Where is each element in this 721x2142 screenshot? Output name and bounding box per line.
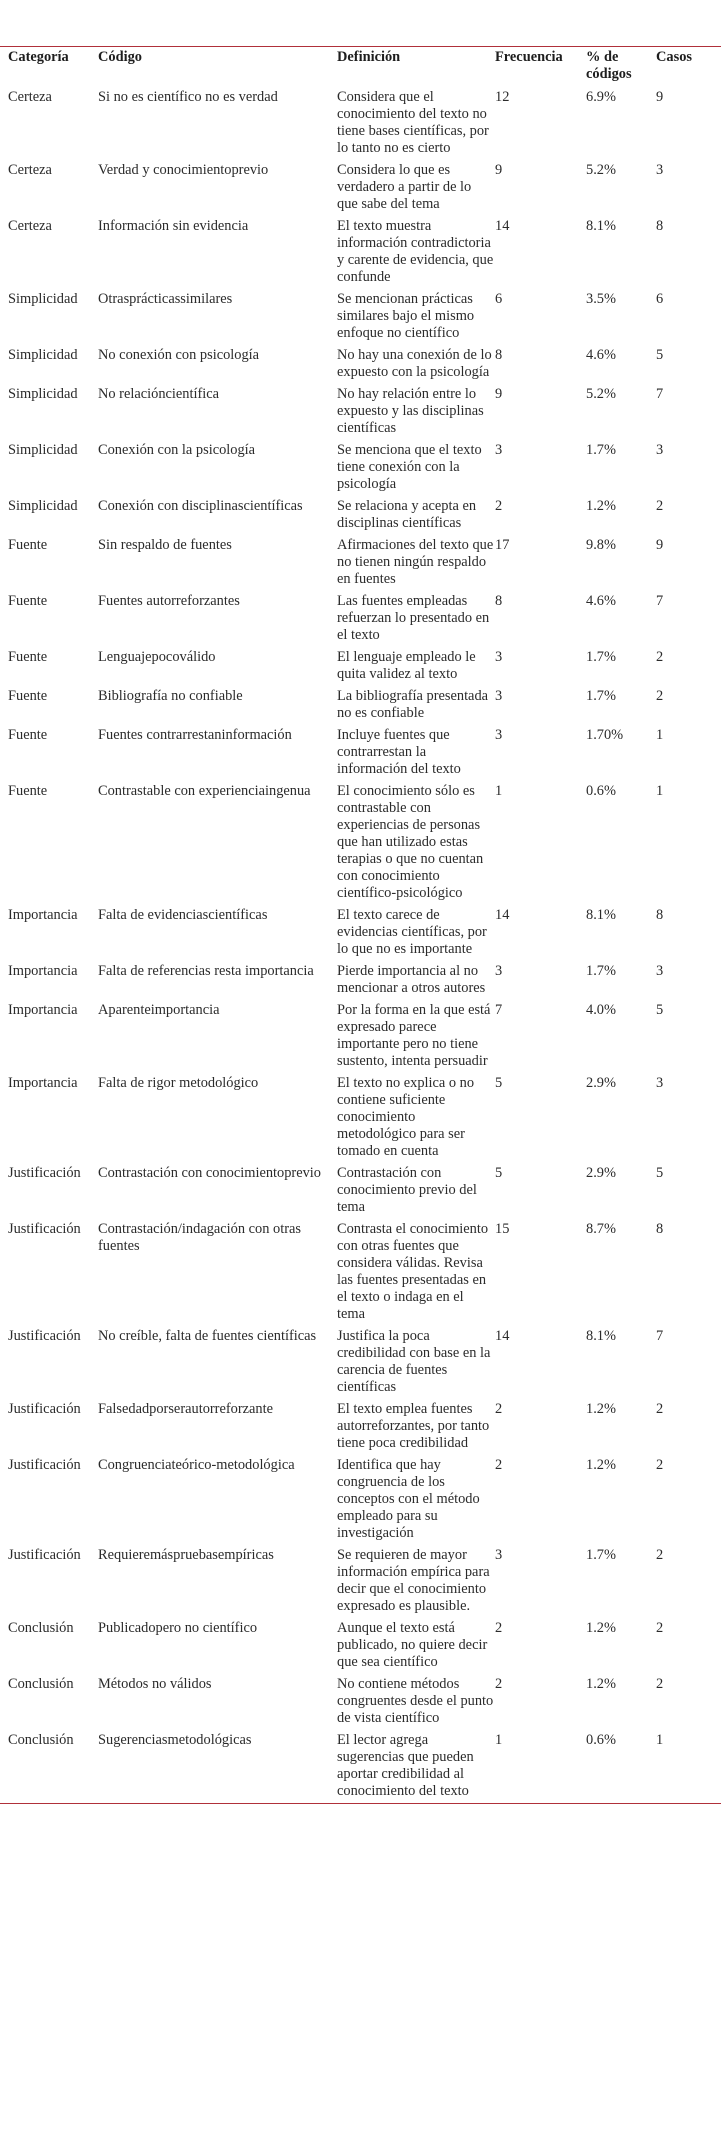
cell-definicion: Considera lo que es verdadero a partir de lo que sabe del tema xyxy=(337,162,472,212)
cell-porcentaje: 1.7% xyxy=(586,1547,616,1563)
cell-codigo: Otrasprácticassimilares xyxy=(98,291,233,307)
cell-frecuencia: 3 xyxy=(495,1547,503,1563)
cell-porcentaje: 3.5% xyxy=(586,291,616,307)
cell-frecuencia: 3 xyxy=(495,649,503,665)
cell-definicion: La bibliografía presentada no es confiable xyxy=(337,688,489,721)
cell-porcentaje: 1.7% xyxy=(586,649,616,665)
cell-definicion: El texto emplea fuentes autorreforzantes, por tanto tiene poca credibilidad xyxy=(337,1401,490,1451)
cell-casos: 2 xyxy=(656,1620,664,1636)
cell-categoria: Certeza xyxy=(8,218,52,234)
cell-casos: 2 xyxy=(656,1457,664,1473)
table-row xyxy=(0,1545,721,1618)
cell-frecuencia: 3 xyxy=(495,688,503,704)
cell-categoria: Fuente xyxy=(8,593,48,609)
cell-casos: 2 xyxy=(656,688,664,704)
table-row xyxy=(0,647,721,686)
cell-categoria: Fuente xyxy=(8,783,48,799)
cell-definicion: Se requieren de mayor información empírica para decir que el conocimiento expresado es plausible. xyxy=(337,1547,490,1614)
cell-frecuencia: 3 xyxy=(495,727,503,743)
cell-codigo: Aparenteimportancia xyxy=(98,1002,220,1018)
cell-frecuencia: 7 xyxy=(495,1002,503,1018)
table-row xyxy=(0,961,721,1000)
cell-frecuencia: 3 xyxy=(495,442,503,458)
cell-codigo: Contrastación/indagación con otras fuentes xyxy=(98,1221,302,1254)
cell-categoria: Justificación xyxy=(8,1221,81,1237)
table-row xyxy=(0,496,721,535)
cell-categoria: Simplicidad xyxy=(8,442,78,458)
cell-codigo: Métodos no válidos xyxy=(98,1676,212,1692)
table-row xyxy=(0,781,721,905)
header-definicion: Definición xyxy=(337,47,495,88)
cell-categoria: Importancia xyxy=(8,1075,78,1091)
cell-casos: 5 xyxy=(656,1002,664,1018)
cell-casos: 8 xyxy=(656,1221,664,1237)
cell-categoria: Justificación xyxy=(8,1457,81,1473)
cell-casos: 2 xyxy=(656,649,664,665)
table-row xyxy=(0,345,721,384)
cell-categoria: Simplicidad xyxy=(8,498,78,514)
cell-frecuencia: 1 xyxy=(495,783,503,799)
cell-frecuencia: 12 xyxy=(495,89,510,105)
cell-frecuencia: 14 xyxy=(495,907,510,923)
cell-frecuencia: 2 xyxy=(495,1676,503,1692)
table-row xyxy=(0,1674,721,1730)
cell-frecuencia: 2 xyxy=(495,1620,503,1636)
cell-casos: 2 xyxy=(656,1401,664,1417)
table-body xyxy=(0,87,721,1804)
cell-categoria: Simplicidad xyxy=(8,347,78,363)
cell-frecuencia: 15 xyxy=(495,1221,510,1237)
cell-codigo: No conexión con psicología xyxy=(98,347,260,363)
cell-definicion: Identifica que hay congruencia de los conceptos con el método empleado para su investigación xyxy=(337,1457,480,1541)
header-porcentaje: % de códigos xyxy=(586,47,656,88)
cell-codigo: Requieremáspruebasempíricas xyxy=(98,1547,274,1563)
cell-categoria: Fuente xyxy=(8,727,48,743)
cell-casos: 1 xyxy=(656,1730,721,1804)
cell-casos: 3 xyxy=(656,162,664,178)
cell-frecuencia: 17 xyxy=(495,537,510,553)
cell-casos: 5 xyxy=(656,347,664,363)
cell-categoria: Certeza xyxy=(8,89,52,105)
cell-frecuencia: 3 xyxy=(495,963,503,979)
cell-casos: 1 xyxy=(656,783,664,799)
cell-porcentaje: 0.6% xyxy=(586,783,616,799)
cell-codigo: Sugerenciasmetodológicas xyxy=(98,1730,337,1804)
cell-definicion: Contrastación con conocimiento previo del tema xyxy=(337,1165,477,1215)
cell-porcentaje: 4.6% xyxy=(586,347,616,363)
table-row xyxy=(0,1618,721,1674)
cell-porcentaje: 1.2% xyxy=(586,1401,616,1417)
cell-definicion: Se menciona que el texto tiene conexión con la psicología xyxy=(337,442,482,492)
cell-porcentaje: 4.6% xyxy=(586,593,616,609)
cell-definicion: No hay relación entre lo expuesto y las disciplinas científicas xyxy=(337,386,484,436)
cell-categoria: Justificación xyxy=(8,1328,81,1344)
cell-casos: 1 xyxy=(656,727,664,743)
cell-categoria: Certeza xyxy=(8,162,52,178)
cell-definicion: Aunque el texto está publicado, no quiere decir que sea científico xyxy=(337,1620,488,1670)
cell-definicion: Considera que el conocimiento del texto no tiene bases científicas, por lo tanto no es cierto xyxy=(337,89,489,156)
cell-porcentaje: 1.2% xyxy=(586,1620,616,1636)
table-row xyxy=(0,87,721,160)
cell-frecuencia: 14 xyxy=(495,218,510,234)
table-row xyxy=(0,1730,721,1804)
cell-codigo: Lenguajepocoválido xyxy=(98,649,216,665)
cell-frecuencia: 14 xyxy=(495,1328,510,1344)
cell-categoria: Fuente xyxy=(8,688,48,704)
table-row xyxy=(0,440,721,496)
header-frecuencia: Frecuencia xyxy=(495,47,586,88)
cell-definicion: Justifica la poca credibilidad con base en la carencia de fuentes científicas xyxy=(337,1328,491,1395)
table-row xyxy=(0,216,721,289)
cell-categoria: Justificación xyxy=(8,1165,81,1181)
cell-codigo: Verdad y conocimientoprevio xyxy=(98,162,269,178)
table-row xyxy=(0,686,721,725)
cell-categoria: Justificación xyxy=(8,1547,81,1563)
cell-casos: 8 xyxy=(656,218,664,234)
cell-definicion: Se mencionan prácticas similares bajo el mismo enfoque no científico xyxy=(337,291,475,341)
cell-codigo: Bibliografía no confiable xyxy=(98,688,243,704)
cell-frecuencia: 8 xyxy=(495,593,503,609)
cell-frecuencia: 8 xyxy=(495,347,503,363)
cell-codigo: Fuentes autorreforzantes xyxy=(98,593,240,609)
cell-casos: 9 xyxy=(656,537,664,553)
cell-categoria: Conclusión xyxy=(8,1676,74,1692)
cell-codigo: No relacióncientífica xyxy=(98,386,220,402)
cell-porcentaje: 8.1% xyxy=(586,218,616,234)
cell-porcentaje: 4.0% xyxy=(586,1002,616,1018)
cell-codigo: Congruenciateórico-metodológica xyxy=(98,1457,295,1473)
table-row xyxy=(0,1455,721,1545)
table-row xyxy=(0,384,721,440)
cell-frecuencia: 6 xyxy=(495,291,503,307)
cell-frecuencia: 1 xyxy=(495,1730,586,1804)
cell-casos: 7 xyxy=(656,1328,664,1344)
table-row xyxy=(0,289,721,345)
cell-codigo: Información sin evidencia xyxy=(98,218,249,234)
table-row xyxy=(0,1163,721,1219)
cell-definicion: No hay una conexión de lo expuesto con la psicología xyxy=(337,347,492,380)
cell-porcentaje: 5.2% xyxy=(586,162,616,178)
cell-categoria: Simplicidad xyxy=(8,386,78,402)
table-header xyxy=(0,0,721,87)
cell-codigo: Conexión con disciplinascientíficas xyxy=(98,498,303,514)
cell-porcentaje: 1.70% xyxy=(586,727,624,743)
cell-definicion: El texto muestra información contradictoria y carente de evidencia, que confunde xyxy=(337,218,494,285)
cell-codigo: Contrastable con experienciaingenua xyxy=(98,783,311,799)
cell-casos: 3 xyxy=(656,1075,664,1091)
cell-frecuencia: 5 xyxy=(495,1165,503,1181)
table-row xyxy=(0,1000,721,1073)
cell-categoria: Justificación xyxy=(8,1401,81,1417)
cell-categoria: Conclusión xyxy=(8,1620,74,1636)
cell-porcentaje: 6.9% xyxy=(586,89,616,105)
cell-definicion: El conocimiento sólo es contrastable con experiencias de personas que han utilizado estas terapias o que no cuentan con conocimiento científico-psicológico xyxy=(337,783,484,901)
header-row xyxy=(0,47,721,88)
cell-casos: 2 xyxy=(656,1547,664,1563)
cell-categoria: Importancia xyxy=(8,907,78,923)
cell-porcentaje: 1.7% xyxy=(586,688,616,704)
cell-codigo: Contrastación con conocimientoprevio xyxy=(98,1165,321,1181)
cell-codigo: Falta de referencias resta importancia xyxy=(98,963,314,979)
table-row xyxy=(0,160,721,216)
cell-categoria: Simplicidad xyxy=(8,291,78,307)
cell-casos: 5 xyxy=(656,1165,664,1181)
cell-codigo: Falta de evidenciascientíficas xyxy=(98,907,268,923)
cell-categoria: Conclusión xyxy=(0,1730,98,1804)
cell-casos: 7 xyxy=(656,593,664,609)
cell-definicion: El texto carece de evidencias científicas, por lo que no es importante xyxy=(337,907,487,957)
cell-casos: 3 xyxy=(656,963,664,979)
cell-codigo: Conexión con la psicología xyxy=(98,442,256,458)
cell-casos: 9 xyxy=(656,89,664,105)
cell-porcentaje: 1.7% xyxy=(586,963,616,979)
cell-porcentaje: 1.2% xyxy=(586,1676,616,1692)
cell-definicion: El lenguaje empleado le quita validez al texto xyxy=(337,649,476,682)
cell-categoria: Importancia xyxy=(8,1002,78,1018)
table-row xyxy=(0,1219,721,1326)
cell-definicion: Contrasta el conocimiento con otras fuentes que considera válidas. Revisa las fuentes presentadas en el texto o indaga en el tema xyxy=(337,1221,489,1322)
table-row xyxy=(0,535,721,591)
cell-porcentaje: 8.7% xyxy=(586,1221,616,1237)
cell-porcentaje: 8.1% xyxy=(586,1328,616,1344)
cell-definicion: El lector agrega sugerencias que pueden aportar credibilidad al conocimiento del texto xyxy=(337,1730,495,1804)
table-row xyxy=(0,1073,721,1163)
cell-frecuencia: 5 xyxy=(495,1075,503,1091)
top-spacer xyxy=(0,0,721,47)
cell-categoria: Importancia xyxy=(8,963,78,979)
cell-frecuencia: 2 xyxy=(495,1401,503,1417)
cell-definicion: Por la forma en la que está expresado parece importante pero no tiene sustento, intenta persuadir xyxy=(337,1002,491,1069)
cell-codigo: Sin respaldo de fuentes xyxy=(98,537,232,553)
header-codigo: Código xyxy=(98,47,337,88)
cell-categoria: Fuente xyxy=(8,649,48,665)
cell-frecuencia: 9 xyxy=(495,162,503,178)
cell-definicion: Incluye fuentes que contrarrestan la información del texto xyxy=(337,727,461,777)
cell-definicion: Se relaciona y acepta en disciplinas científicas xyxy=(337,498,477,531)
cell-porcentaje: 5.2% xyxy=(586,386,616,402)
cell-porcentaje: 2.9% xyxy=(586,1165,616,1181)
table-row xyxy=(0,725,721,781)
cell-casos: 7 xyxy=(656,386,664,402)
cell-definicion: Las fuentes empleadas refuerzan lo presentado en el texto xyxy=(337,593,490,643)
cell-porcentaje: 2.9% xyxy=(586,1075,616,1091)
cell-casos: 2 xyxy=(656,1676,664,1692)
table-row xyxy=(0,905,721,961)
cell-codigo: Falsedadporserautorreforzante xyxy=(98,1401,273,1417)
cell-codigo: Fuentes contrarrestaninformación xyxy=(98,727,292,743)
header-categoria: Categoría xyxy=(0,47,98,88)
cell-porcentaje: 9.8% xyxy=(586,537,616,553)
cell-definicion: No contiene métodos congruentes desde el punto de vista científico xyxy=(337,1676,494,1726)
cell-porcentaje: 8.1% xyxy=(586,907,616,923)
cell-codigo: No creíble, falta de fuentes científicas xyxy=(98,1328,317,1344)
cell-casos: 3 xyxy=(656,442,664,458)
cell-porcentaje: 1.7% xyxy=(586,442,616,458)
cell-codigo: Si no es científico no es verdad xyxy=(98,89,278,105)
cell-definicion: El texto no explica o no contiene suficiente conocimiento metodológico para ser tomado en cuenta xyxy=(337,1075,475,1159)
cell-casos: 2 xyxy=(656,498,664,514)
cell-porcentaje: 1.2% xyxy=(586,1457,616,1473)
cell-categoria: Fuente xyxy=(8,537,48,553)
cell-porcentaje: 1.2% xyxy=(586,498,616,514)
table-row xyxy=(0,1399,721,1455)
cell-definicion: Pierde importancia al no mencionar a otros autores xyxy=(337,963,486,996)
header-casos: Casos xyxy=(656,47,721,88)
cell-definicion: Afirmaciones del texto que no tienen ningún respaldo en fuentes xyxy=(337,537,494,587)
cell-frecuencia: 9 xyxy=(495,386,503,402)
table-row xyxy=(0,591,721,647)
cell-casos: 8 xyxy=(656,907,664,923)
table-row xyxy=(0,1326,721,1399)
cell-frecuencia: 2 xyxy=(495,1457,503,1473)
cell-frecuencia: 2 xyxy=(495,498,503,514)
cell-codigo: Publicadopero no científico xyxy=(98,1620,258,1636)
cell-casos: 6 xyxy=(656,291,664,307)
cell-codigo: Falta de rigor metodológico xyxy=(98,1075,259,1091)
cell-porcentaje: 0.6% xyxy=(586,1730,656,1804)
